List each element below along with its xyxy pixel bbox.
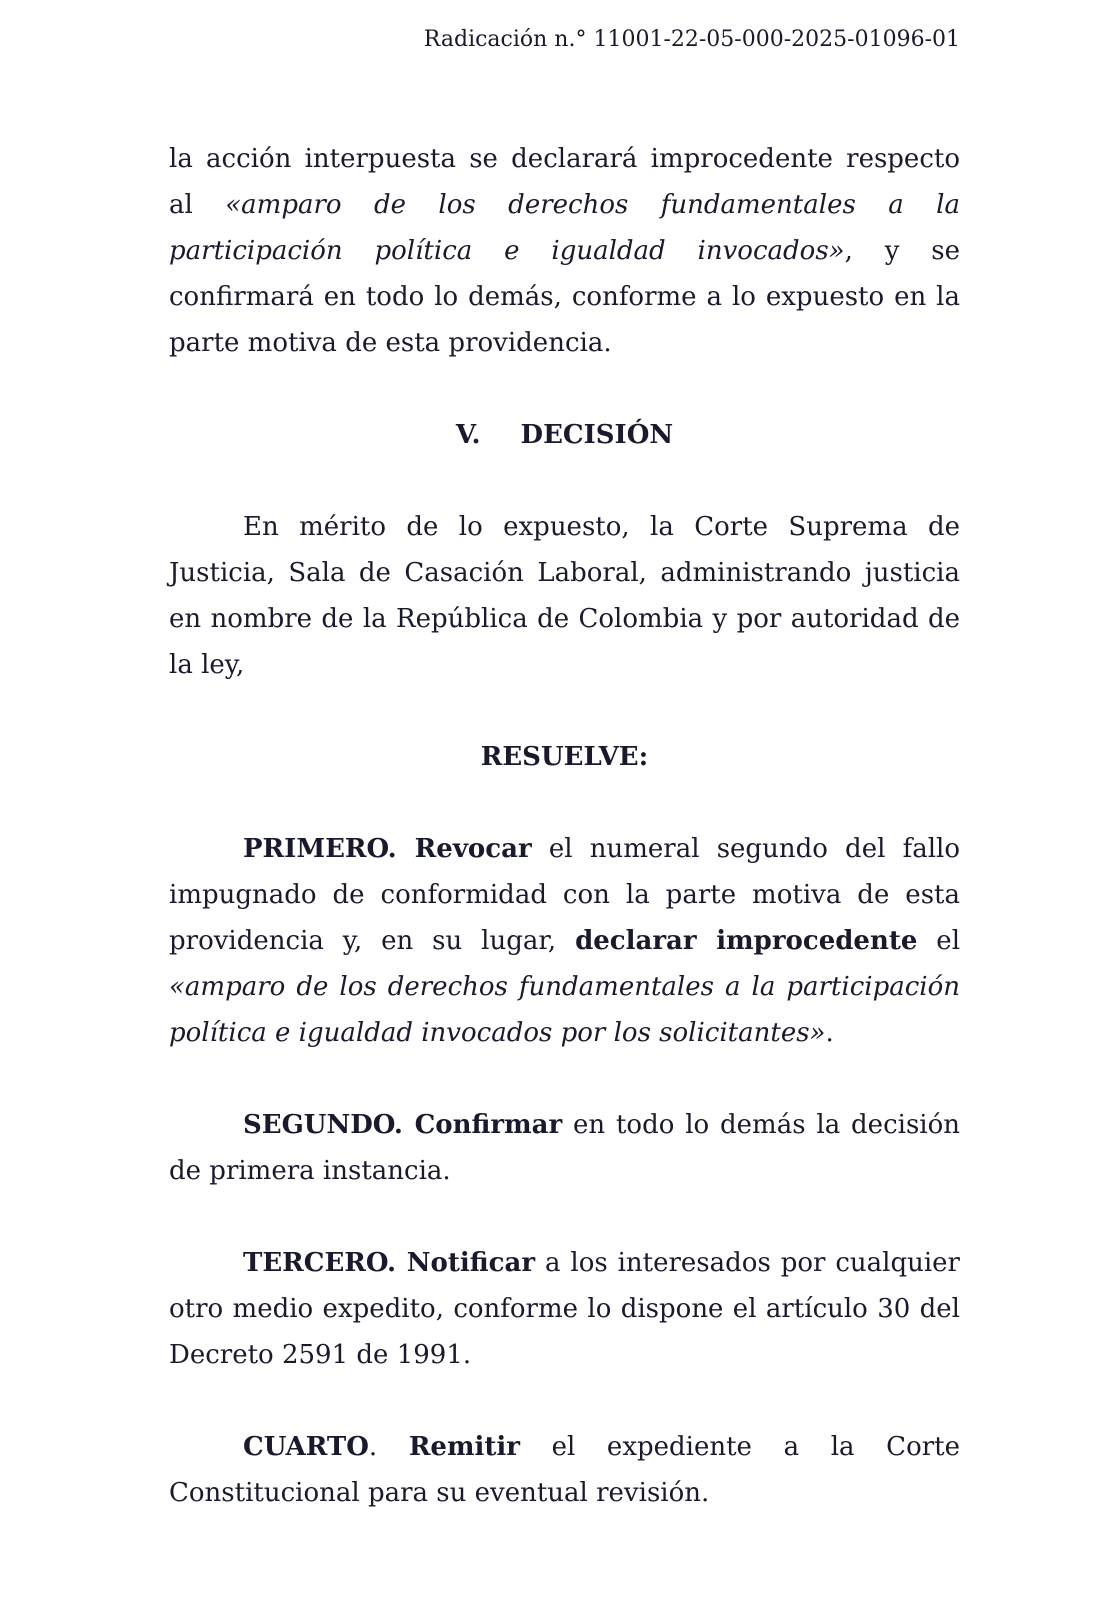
text-run: a los interesados por cualquier otro medio expedito, conforme lo dispone el artículo 30 del Decreto 2591 de 1991.: [169, 1248, 960, 1370]
text-run: el numeral segundo del fallo impugnado de conformidad con la parte motiva de esta providencia y, en su lugar,: [169, 834, 960, 956]
text-run: CUARTO: [243, 1432, 369, 1462]
resolve-heading: RESUELVE:: [480, 742, 649, 772]
text-run: la acción interpuesta se declarará improcedente respecto al: [169, 144, 960, 220]
text-run: declarar improcedente: [575, 926, 918, 956]
text-run: .: [825, 1018, 834, 1048]
text-run: Remitir: [408, 1432, 520, 1462]
case-number-header: Radicación n.° 11001-22-05-000-2025-01096-01: [423, 27, 960, 52]
text-run: el expediente a la Corte Constitucional para su eventual revisión.: [169, 1432, 960, 1508]
text-run: PRIMERO. Revocar: [243, 834, 532, 864]
order-paragraph-segundo: [169, 1102, 960, 1194]
text-run: «amparo de los derechos fundamentales a la participación política e igualdad invocados»: [169, 190, 960, 266]
text-run: en todo lo demás la decisión de primera instancia.: [169, 1110, 960, 1186]
paragraph-merit: [169, 504, 960, 688]
section-title: DECISIÓN: [520, 420, 674, 450]
text-run: el: [917, 926, 961, 956]
section-heading-decision: [169, 412, 960, 458]
text-run: , y se confirmará en todo lo demás, conforme a lo expuesto en la parte motiva de esta providencia.: [169, 236, 960, 358]
paragraph-intro-continuation: [169, 136, 960, 366]
text-run: TERCERO. Notificar: [243, 1248, 536, 1278]
order-paragraph-tercero: [169, 1240, 960, 1378]
text-run: En mérito de lo expuesto, la Corte Suprema de Justicia, Sala de Casación Laboral, administrando justicia en nombre de la República de Colombia y por autoridad de la ley,: [169, 512, 960, 680]
text-run: SEGUNDO. Confirmar: [243, 1110, 563, 1140]
order-paragraph-cuarto: [169, 1424, 960, 1516]
order-paragraph-primero: [169, 826, 960, 1056]
text-run: .: [368, 1432, 409, 1462]
text-run: «amparo de los derechos fundamentales a la participación política e igualdad invocados por los solicitantes»: [169, 972, 960, 1048]
section-numeral: V.: [455, 420, 481, 450]
